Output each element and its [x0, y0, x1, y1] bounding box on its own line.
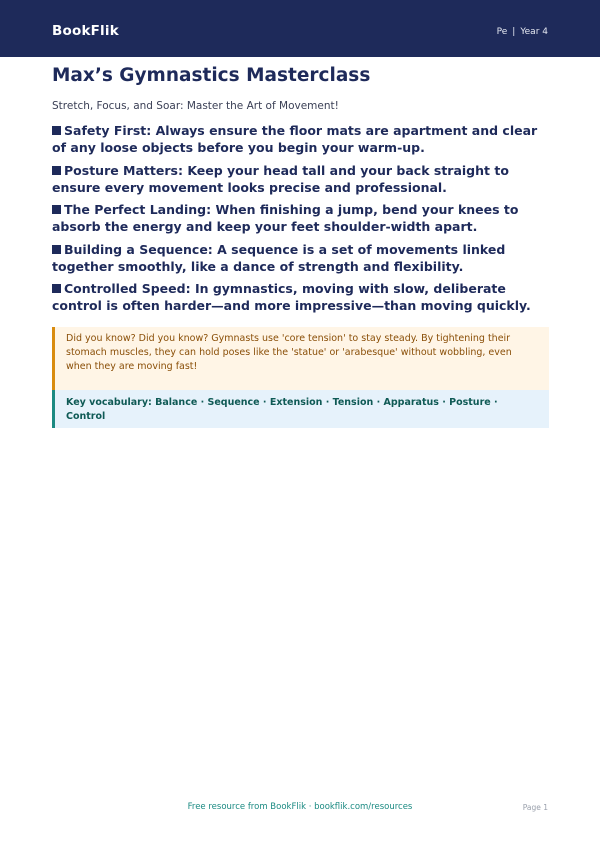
tip-item — [52, 280, 552, 314]
square-bullet-icon — [52, 245, 61, 254]
tip-item — [52, 201, 552, 235]
brand-logo-text[interactable]: BookFlik — [52, 23, 119, 39]
header-bar — [0, 0, 600, 57]
page-subtitle: Stretch, Focus, and Soar: Master the Art of Movement! — [52, 100, 339, 112]
tips-list — [52, 122, 552, 320]
tip-text: Safety First: Always ensure the floor mats are apartment and clear of any loose objects before you begin your warm-up. — [52, 123, 538, 155]
square-bullet-icon — [52, 284, 61, 293]
tip-text: Building a Sequence: A sequence is a set of movements linked together smoothly, like a dance of strength and flexibility. — [52, 241, 506, 274]
tip-item — [52, 162, 552, 196]
page-title: Max’s Gymnastics Masterclass — [52, 65, 371, 86]
square-bullet-icon — [52, 205, 61, 214]
footer-resource-link[interactable]: Free resource from BookFlik · bookflik.com/resources — [187, 802, 413, 812]
subject-label: Pe — [496, 27, 508, 37]
tip-item — [52, 241, 552, 275]
fun-fact-box — [52, 327, 549, 390]
header-meta — [497, 27, 548, 37]
tip-text: Controlled Speed: In gymnastics, moving with slow, deliberate control is often harder—and more impressive—than moving quickly. — [52, 281, 531, 313]
fun-fact-text: Did you know? Did you know? Gymnasts use 'core tension' to stay steady. By tightening their stomach muscles, they can hold poses like the 'statue' or 'arabesque' without wobbling, even when they are moving fast! — [66, 333, 512, 372]
page-number: Page 1 — [522, 803, 548, 812]
square-bullet-icon — [52, 166, 61, 175]
tip-item — [52, 122, 552, 156]
square-bullet-icon — [52, 126, 61, 135]
year-label: Year 4 — [520, 27, 548, 37]
tip-text: Posture Matters: Keep your head tall and your back straight to ensure every movement looks precise and professional. — [52, 162, 509, 195]
tip-text: The Perfect Landing: When finishing a jump, bend your knees to absorb the energy and keep your feet shoulder-width apart. — [52, 202, 519, 234]
vocabulary-text: Key vocabulary: Balance · Sequence · Extension · Tension · Apparatus · Posture · Control — [66, 397, 498, 422]
meta-separator: | — [512, 27, 516, 37]
vocabulary-box — [52, 390, 549, 428]
